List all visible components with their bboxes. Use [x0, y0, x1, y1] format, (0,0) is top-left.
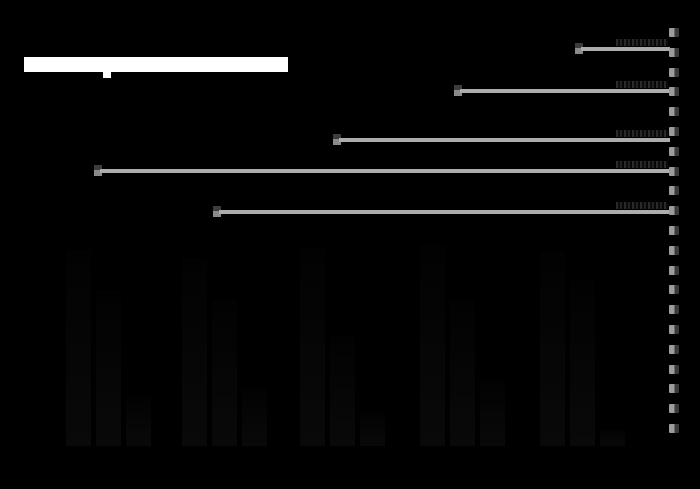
right-axis-tick-label [669, 226, 679, 235]
right-axis-tick-label [669, 404, 679, 413]
right-axis-tick-label [669, 325, 679, 334]
right-axis-tick-label [669, 246, 679, 255]
right-axis-tick-label [669, 167, 679, 176]
right-axis-tick-label [669, 107, 679, 116]
right-axis-tick-label [669, 384, 679, 393]
right-axis-tick-label [669, 68, 679, 77]
right-axis-tick-label [669, 285, 679, 294]
right-axis-tick-label [669, 365, 679, 374]
right-axis-tick-label [669, 266, 679, 275]
right-axis-tick-label [669, 28, 679, 37]
right-axis-tick-label [669, 147, 679, 156]
right-axis-tick-label [669, 186, 679, 195]
right-axis-tick-label [669, 127, 679, 136]
right-axis-tick-label [669, 48, 679, 57]
right-axis-tick-label [669, 345, 679, 354]
right-axis-tick-label [669, 87, 679, 96]
right-axis-tick-label [669, 305, 679, 314]
right-axis-tick-label [669, 424, 679, 433]
right-axis-tick-label [669, 206, 679, 215]
